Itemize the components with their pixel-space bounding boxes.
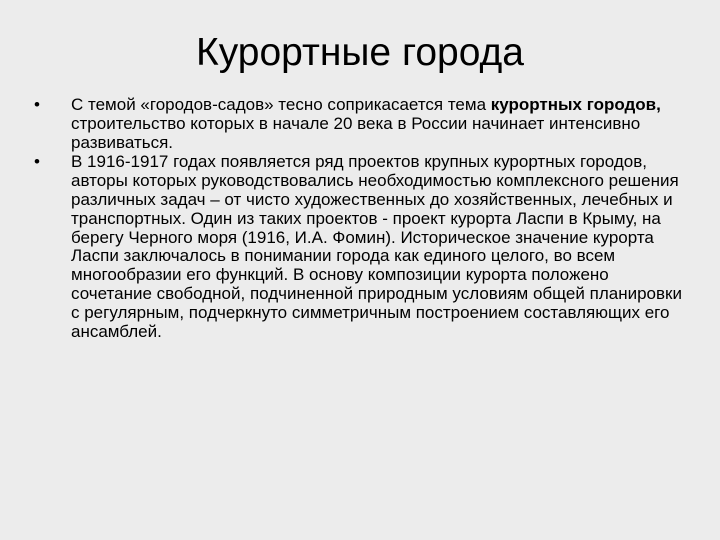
bullet-list — [31, 96, 691, 342]
bullet-text-1 — [71, 96, 691, 152]
bullet-text-1-bold: курортных городов, — [490, 95, 661, 114]
bullet-text-1-end: строительство которых в начале 20 века в России начинает интенсивно развиваться. — [71, 113, 641, 152]
bullet-item-2 — [31, 153, 691, 341]
slide-title: Курортные города — [196, 31, 524, 74]
bullet-icon: • — [34, 152, 40, 172]
bullet-text-2: В 1916-1917 годах появляется ряд проектов крупных курортных городов, авторы которых руководствовались необходимостью комплексного решения различных задач – от чисто художественных до хозяйственных, лечебных и транспортных. Один из таких проектов - проект курорта Ласпи в Крыму, на берегу Черного моря (1916, И.А. Фомин). Историческое значение курорта Ласпи заключалось в понимании города как единого целого, во всем многообразии его функций. В основу композиции курорта положено сочетание свободной, подчиненной природным условиям общей планировки с регулярным, подчеркнуто симметричным построением составляющих его ансамблей. — [71, 152, 682, 341]
bullet-icon: • — [34, 95, 40, 114]
bullet-text-1-start: С темой «городов-садов» тесно соприкасается тема — [71, 95, 491, 114]
bullet-item-1 — [31, 96, 691, 152]
